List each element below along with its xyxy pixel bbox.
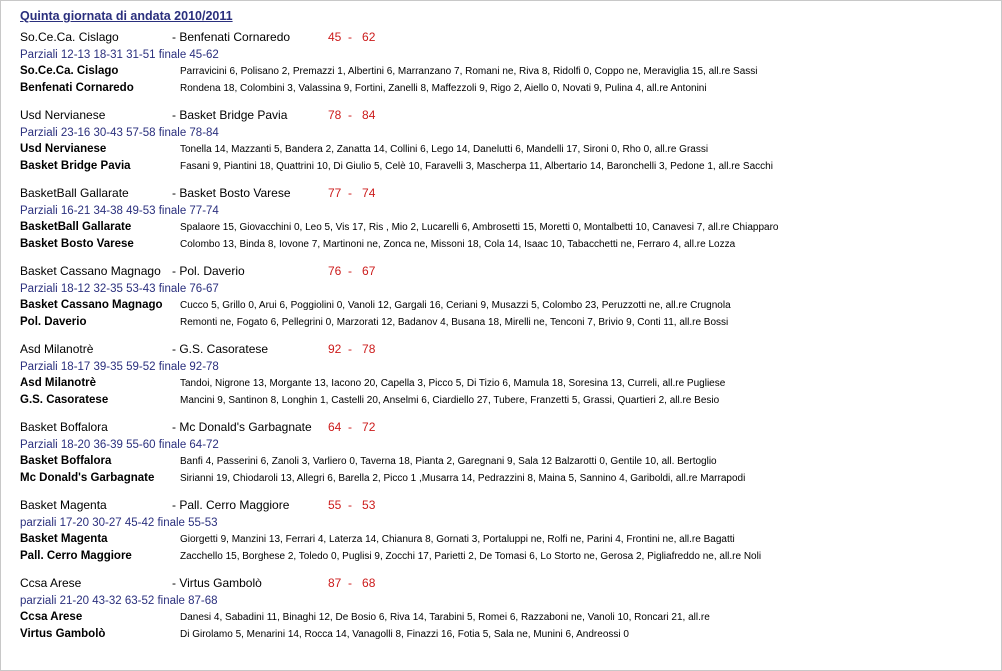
final-score: 78 - 84: [328, 108, 376, 122]
away-roster-team: Pall. Cerro Maggiore: [20, 550, 132, 562]
match-block: [20, 184, 990, 253]
home-roster-team: Usd Nervianese: [20, 143, 107, 155]
match-block: [20, 496, 990, 565]
away-roster-players: Colombo 13, Binda 8, Iovone 7, Martinoni ne, Zonca ne, Missoni 18, Cola 14, Isaac 10, Tabacchetti ne, Ferraro 4, all.re Lozza: [180, 239, 736, 250]
away-roster: [20, 236, 990, 253]
home-roster-players: Cucco 5, Grillo 0, Arui 6, Poggiolini 0, Vanoli 12, Gargali 16, Ceriani 9, Musazzi 5, Colombo 23, Peruzzotti ne, all.re Crugnola: [180, 300, 731, 311]
away-roster: [20, 80, 990, 97]
away-roster-team: Benfenati Cornaredo: [20, 82, 134, 94]
home-team-name: BasketBall Gallarate: [20, 186, 129, 200]
final-score: 92 - 78: [328, 342, 376, 356]
match-block: [20, 106, 990, 175]
home-roster-players: Spalaore 15, Giovacchini 0, Leo 5, Vis 17, Ris , Mio 2, Lucarelli 6, Ambrosetti 15, Moretti 0, Montalbetti 10, Canavesi 7, all.re Chiapparo: [180, 222, 779, 233]
match-block: [20, 262, 990, 331]
quarter-partials: Parziali 18-12 32-35 53-43 finale 76-67: [20, 283, 219, 295]
quarter-partials: Parziali 18-17 39-35 59-52 finale 92-78: [20, 361, 219, 373]
away-team-name: - Pall. Cerro Maggiore: [172, 498, 290, 512]
match-header: [20, 418, 990, 437]
home-roster: [20, 219, 990, 236]
match-block: [20, 340, 990, 409]
match-header: [20, 262, 990, 281]
final-score: 45 - 62: [328, 30, 376, 44]
away-roster-team: Mc Donald's Garbagnate: [20, 472, 155, 484]
away-roster-players: Fasani 9, Piantini 18, Quattrini 10, Di Giulio 5, Celè 10, Faravelli 3, Mascherpa 11, Albertario 14, Baronchelli 3, Pedone 1, all.re Sacchi: [180, 161, 773, 172]
quarter-partials: Parziali 18-20 36-39 55-60 finale 64-72: [20, 439, 219, 451]
match-block: [20, 418, 990, 487]
away-team-name: - Mc Donald's Garbagnate: [172, 420, 312, 434]
home-team-name: Usd Nervianese: [20, 108, 106, 122]
home-roster: [20, 453, 990, 470]
away-team-name: - Basket Bridge Pavia: [172, 108, 288, 122]
match-block: [20, 574, 990, 643]
quarter-partials: Parziali 23-16 30-43 57-58 finale 78-84: [20, 127, 219, 139]
match-header: [20, 574, 990, 593]
away-roster: [20, 158, 990, 175]
final-score: 64 - 72: [328, 420, 376, 434]
away-roster: [20, 470, 990, 487]
away-roster-players: Sirianni 19, Chiodaroli 13, Allegri 6, Barella 2, Picco 1 ,Musarra 14, Pedrazzini 8, Maina 5, Sannino 4, Gariboldi, all.re Marrapodi: [180, 473, 746, 484]
home-roster-team: Basket Cassano Magnago: [20, 299, 163, 311]
home-roster: [20, 63, 990, 80]
home-roster: [20, 531, 990, 548]
home-roster-team: Asd Milanotrè: [20, 377, 97, 389]
home-team-name: Basket Cassano Magnago: [20, 264, 161, 278]
away-roster: [20, 314, 990, 331]
match-header: [20, 184, 990, 203]
home-team-name: Basket Boffalora: [20, 420, 108, 434]
matches-list: [20, 28, 990, 643]
away-roster-players: Remonti ne, Fogato 6, Pellegrini 0, Marzorati 12, Badanov 4, Busana 18, Mirelli ne, Tenconi 7, Brivio 9, Conti 11, all.re Bossi: [180, 317, 729, 328]
final-score: 77 - 74: [328, 186, 376, 200]
away-team-name: - Basket Bosto Varese: [172, 186, 291, 200]
away-team-name: - G.S. Casoratese: [172, 342, 269, 356]
quarter-partials: Parziali 12-13 18-31 31-51 finale 45-62: [20, 49, 219, 61]
home-team-name: Asd Milanotrè: [20, 342, 94, 356]
home-roster: [20, 609, 990, 626]
away-roster-players: Di Girolamo 5, Menarini 14, Rocca 14, Vanagolli 8, Finazzi 16, Fotia 5, Sala ne, Munini 6, Andreossi 0: [180, 629, 629, 640]
match-header: [20, 106, 990, 125]
home-roster-players: Giorgetti 9, Manzini 13, Ferrari 4, Laterza 14, Chianura 8, Gornati 3, Portaluppi ne, Rolfi ne, Parini 4, Frontini ne, all.re Bagatti: [180, 534, 735, 545]
match-block: [20, 28, 990, 97]
home-roster-players: Parravicini 6, Polisano 2, Premazzi 1, Albertini 6, Marranzano 7, Romani ne, Riva 8, Ridolfi 0, Coppo ne, Meraviglia 15, all.re Sassi: [180, 66, 758, 77]
home-roster: [20, 297, 990, 314]
match-header: [20, 496, 990, 515]
home-roster-team: Basket Magenta: [20, 533, 108, 545]
home-roster: [20, 141, 990, 158]
quarter-partials: parziali 21-20 43-32 63-52 finale 87-68: [20, 595, 218, 607]
home-roster-players: Tandoi, Nigrone 13, Morgante 13, Iacono 20, Capella 3, Picco 5, Di Tizio 6, Mamula 18, Soresina 13, Curreli, all.re Pugliese: [180, 378, 726, 389]
away-roster: [20, 626, 990, 643]
final-score: 55 - 53: [328, 498, 376, 512]
away-roster: [20, 548, 990, 565]
home-roster: [20, 375, 990, 392]
quarter-partials: parziali 17-20 30-27 45-42 finale 55-53: [20, 517, 218, 529]
match-header: [20, 340, 990, 359]
away-team-name: - Pol. Daverio: [172, 264, 245, 278]
page-title: Quinta giornata di andata 2010/2011: [20, 9, 233, 23]
final-score: 87 - 68: [328, 576, 376, 590]
home-roster-team: So.Ce.Ca. Cislago: [20, 65, 119, 77]
away-team-name: - Benfenati Cornaredo: [172, 30, 291, 44]
home-team-name: So.Ce.Ca. Cislago: [20, 30, 119, 44]
home-roster-team: Ccsa Arese: [20, 611, 83, 623]
home-team-name: Basket Magenta: [20, 498, 107, 512]
home-roster-team: Basket Boffalora: [20, 455, 112, 467]
home-team-name: Ccsa Arese: [20, 576, 82, 590]
away-roster-team: Basket Bosto Varese: [20, 238, 134, 250]
away-roster: [20, 392, 990, 409]
away-roster-players: Zacchello 15, Borghese 2, Toledo 0, Puglisi 9, Zocchi 17, Parietti 2, De Tomasi 6, Lo Storto ne, Gerosa 2, Pigliafreddo ne, all.re Noli: [180, 551, 762, 562]
home-roster-players: Danesi 4, Sabadini 11, Binaghi 12, De Bosio 6, Riva 14, Tarabini 5, Romei 6, Razzaboni ne, Vanoli 10, Roncari 21, all.re: [180, 612, 710, 623]
away-team-name: - Virtus Gambolò: [172, 576, 262, 590]
home-roster-players: Banfi 4, Passerini 6, Zanoli 3, Varliero 0, Taverna 18, Pianta 2, Garegnani 9, Sala 12 Balzarotti 0, Gentile 10, all. Bertoglio: [180, 456, 717, 467]
quarter-partials: Parziali 16-21 34-38 49-53 finale 77-74: [20, 205, 219, 217]
away-roster-team: Virtus Gambolò: [20, 628, 106, 640]
results-document: [20, 8, 990, 652]
final-score: 76 - 67: [328, 264, 376, 278]
away-roster-team: G.S. Casoratese: [20, 394, 109, 406]
away-roster-players: Mancini 9, Santinon 8, Longhin 1, Castelli 20, Anselmi 6, Ciardiello 27, Tubere, Franzetti 5, Grassi, Quartieri 2, all.re Besio: [180, 395, 720, 406]
home-roster-players: Tonella 14, Mazzanti 5, Bandera 2, Zanatta 14, Collini 6, Lego 14, Danelutti 6, Mandelli 17, Sironi 0, Rho 0, all.re Grassi: [180, 144, 709, 155]
match-header: [20, 28, 990, 47]
away-roster-team: Basket Bridge Pavia: [20, 160, 131, 172]
away-roster-team: Pol. Daverio: [20, 316, 87, 328]
home-roster-team: BasketBall Gallarate: [20, 221, 132, 233]
away-roster-players: Rondena 18, Colombini 3, Valassina 9, Fortini, Zanelli 8, Maffezzoli 9, Rigo 2, Aiello 0, Novati 9, Pulina 4, all.re Antonini: [180, 83, 707, 94]
